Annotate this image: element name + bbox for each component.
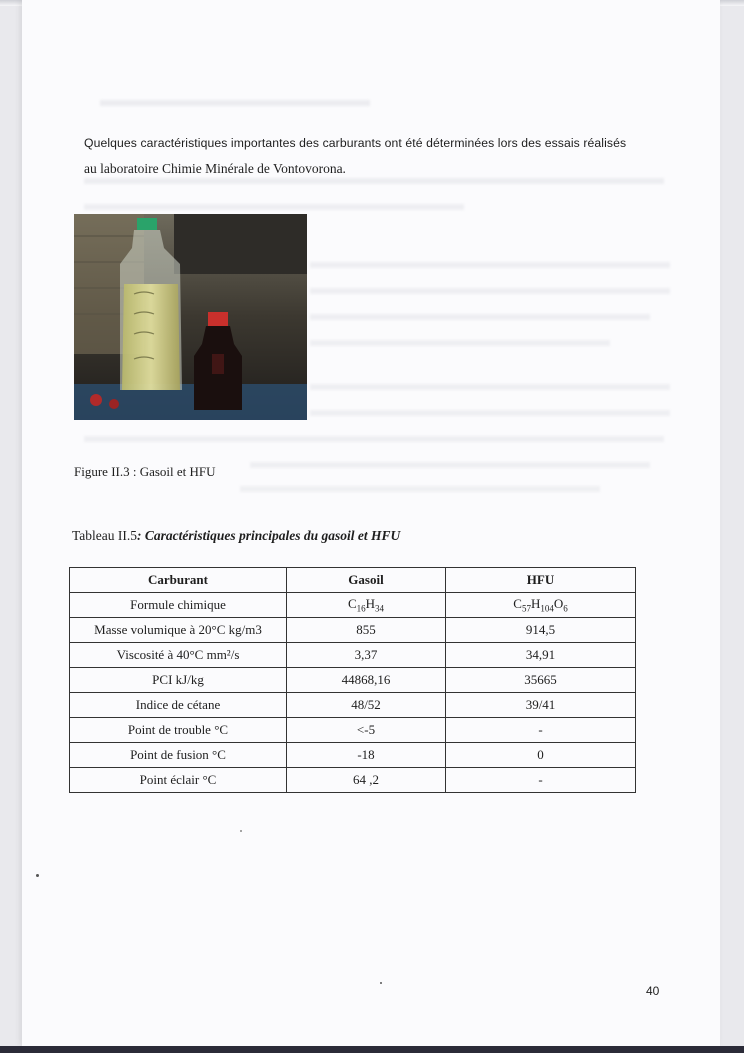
hfu-value: 39/41 <box>446 693 636 718</box>
table-row <box>70 718 636 743</box>
figure-caption: Figure II.3 : Gasoil et HFU <box>74 464 216 479</box>
hfu-value: 914,5 <box>446 618 636 643</box>
intro-line-1: Quelques caractéristiques importantes des carburants ont été déterminées lors des essais réalisés <box>84 136 627 150</box>
row-label: Point éclair °C <box>70 768 287 793</box>
table-row <box>70 668 636 693</box>
row-label: Viscosité à 40°C mm²/s <box>70 643 287 668</box>
scan-speck <box>240 830 242 832</box>
gasoil-value: 3,37 <box>287 643 446 668</box>
gasoil-value: -18 <box>287 743 446 768</box>
table-row <box>70 618 636 643</box>
table-caption-prefix: Tableau II.5 <box>72 528 138 543</box>
row-label: Point de fusion °C <box>70 743 287 768</box>
table-row <box>70 743 636 768</box>
scan-bottom-edge <box>0 1046 744 1053</box>
hfu-value: - <box>446 768 636 793</box>
table-caption-title: : Caractéristiques principales du gasoil et HFU <box>137 528 401 543</box>
gasoil-formula: $C_{16}H_{34}$ <box>287 593 446 618</box>
hfu-value: - <box>446 718 636 743</box>
gasoil-value: 48/52 <box>287 693 446 718</box>
gasoil-value: <-5 <box>287 718 446 743</box>
hfu-value: 34,91 <box>446 643 636 668</box>
hfu-formula: $C_{57}H_{104}O_6$ <box>446 593 636 618</box>
scan-speck <box>380 982 382 984</box>
table-header-row <box>70 568 636 593</box>
fuel-bottles-photo <box>74 214 307 420</box>
row-label: Point de trouble °C <box>70 718 287 743</box>
gasoil-value: 855 <box>287 618 446 643</box>
row-label: Formule chimique <box>70 593 287 618</box>
gasoil-value: 44868,16 <box>287 668 446 693</box>
table-row <box>70 693 636 718</box>
page-number: 40 <box>646 984 660 998</box>
table-row <box>70 768 636 793</box>
gasoil-value: 64 ,2 <box>287 768 446 793</box>
table-row <box>70 593 636 618</box>
hfu-value: 35665 <box>446 668 636 693</box>
row-label: Masse volumique à 20°C kg/m3 <box>70 618 287 643</box>
table-caption <box>72 528 400 544</box>
intro-line-2: au laboratoire Chimie Minérale de Vontovorona. <box>84 161 346 176</box>
header-gasoil: Gasoil <box>287 568 446 593</box>
hfu-value: 0 <box>446 743 636 768</box>
header-hfu: HFU <box>446 568 636 593</box>
row-label: PCI kJ/kg <box>70 668 287 693</box>
intro-paragraph <box>84 131 684 181</box>
table-row <box>70 643 636 668</box>
fuel-properties-table <box>69 567 636 793</box>
row-label: Indice de cétane <box>70 693 287 718</box>
photo-illustration <box>74 214 307 420</box>
scan-speck <box>36 874 39 877</box>
header-carburant: Carburant <box>70 568 287 593</box>
